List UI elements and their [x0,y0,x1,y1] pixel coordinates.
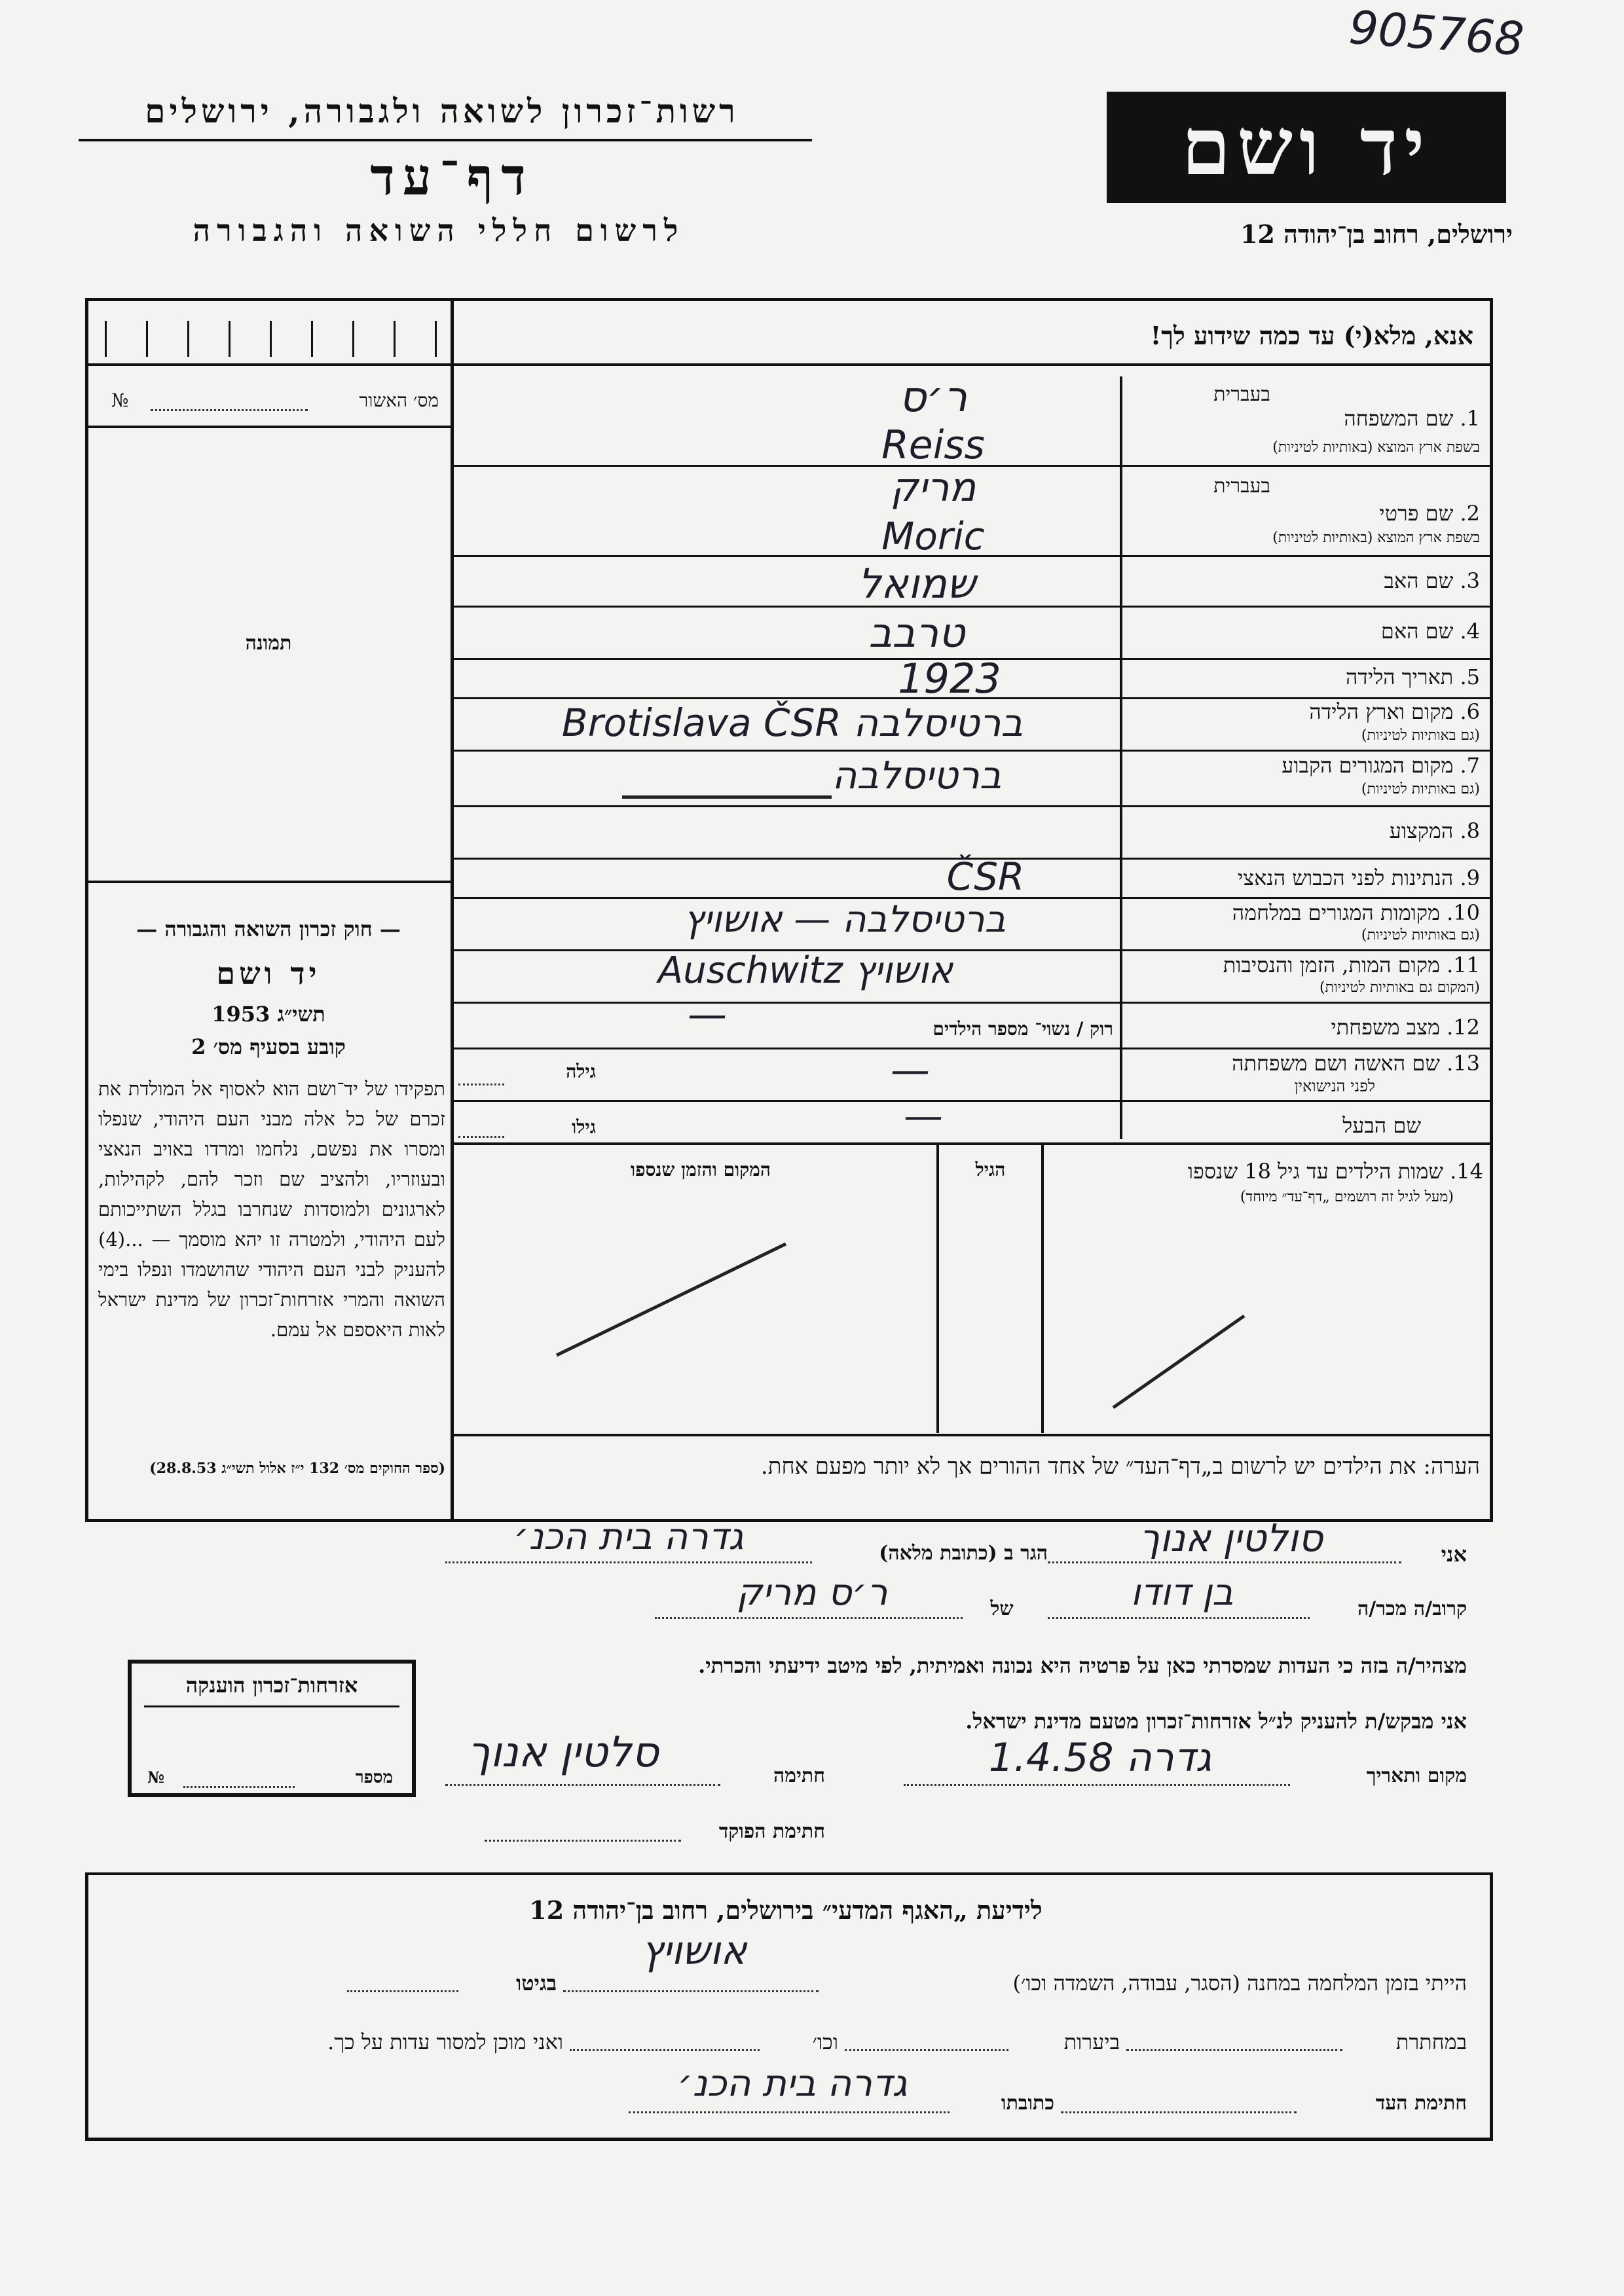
approval-no-mark: № [111,390,129,411]
of-label: של [990,1597,1014,1620]
children-sub: (מעל לגיל זה רושמים „דף־עד״ מיוחד) [1240,1189,1454,1205]
field-2-value-latin: Moric [881,514,985,558]
yad-vashem-logo: יד ושם [1107,92,1506,203]
field-1-lang: בעברית [1213,383,1270,406]
field-12-label: 12. מצב משפחתי [1331,1015,1480,1040]
children-col-place: המקום והזמן שנספו [631,1159,771,1180]
field-7-sub: (גם באותיות לטיניות) [1361,781,1480,797]
field-7-strikethrough [622,795,832,799]
witness-address-label: כתובתו [1001,2092,1054,2115]
children-label: 14. שמות הילדים עד גיל 18 שנספו [1187,1159,1483,1184]
field-2-lang: בעברית [1213,475,1270,498]
field-7-value: ברטיסלבה [832,753,1002,797]
declarant-resides: הגר ב (כתובת מלאה) [879,1542,1048,1565]
field-2-value-he: מריק [890,465,976,511]
field-7-label: 7. מקום המגורים הקבוע [1282,753,1480,778]
of-name: ר׳ס מריק [736,1571,888,1614]
field-1-value-he: ר׳ס [898,373,968,422]
declarant-address: גדרה בית הכנ׳ [513,1516,744,1558]
bottom-title: לידיעת „האגף המדעי״ בירושלים, רחוב בן־יהודה 12 [529,1895,1043,1925]
request: אני מבקש/ת להעניק לנ״ל אזרחות־זכרון מטעם מדינת ישראל. [965,1709,1467,1734]
field-13-label: 13. שם האשה ושם משפחתה [1232,1051,1480,1076]
note: הערה: את הילדים יש לרשום ב„דף־העד״ של אחד ההורים אך לא יותר מפעם אחת. [760,1453,1480,1480]
bottom-line1: הייתי בזמן המלחמה במחנה (הסגר, עבודה, השמדה וכו׳) [1012,1971,1467,1995]
citizenship-number-mark: № [147,1768,165,1787]
relation-value: בן דודו [1130,1571,1234,1614]
husband-value: — [904,1093,943,1139]
field-6-label: 6. מקום וארץ הלידה [1309,699,1480,724]
field-1-label: 1. שם המשפחה [1344,406,1480,431]
approval-label: מס׳ האשור [359,390,439,411]
field-13-value: — [891,1048,930,1093]
approval-tick-boxes [105,321,439,357]
field-13-sub: לפני הנישואין [1294,1077,1375,1095]
field-1-sub: בשפת ארץ המוצא (באותיות לטיניות) [1272,439,1480,456]
field-6-value: Brotislava ČSR ברטיסלבה [561,701,1024,745]
field-12-value: — [688,992,727,1038]
photo-label: תמונה [245,632,292,655]
witness-signature-label: חתימת העד [1375,2092,1467,2115]
forests-label: ביערות [1063,2030,1120,2054]
field-9-value: ČSR [946,854,1025,899]
etc-label: וכו׳ [812,2030,838,2054]
form-title: דף־עד [370,147,534,207]
husband-age-label: גילו [572,1116,596,1138]
field-4-label: 4. שם האם [1380,619,1480,644]
field-10-value: ברטיסלבה — אושויץ [684,898,1006,941]
signature-value: סלטין אנוך [468,1728,659,1777]
field-3-value: שמואל [858,560,976,608]
law-title: — חוק זכרון השואה והגבורה — [136,917,401,941]
address: ירושלים, רחוב בן־יהודה 12 [1240,219,1513,249]
field-8-label: 8. המקצוע [1389,818,1480,843]
children-cancel-strokes [458,1159,1493,1434]
citizenship-number-label: מספר [355,1768,393,1787]
field-3-label: 3. שם האב [1384,568,1480,593]
signature-label: חתימה [773,1764,825,1787]
declarant-ani: אני [1441,1542,1467,1567]
law-body: תפקידו של יד־ושם הוא לאסוף אל המולדת את זכרם של כל אלה מבני העם היהודי, שנפלו ומסרו את נפשם, נלחמו ומרדו באויב הנאצי ובעוזריו, ולהציב שם וזכר להם, לקהילות, לארגונים ולמוסדות שנחרבו בגלל השתייכותם לעם היהודי, ולמטרה זו יהא מוסמך — ...(4) להעניק לבני העם היהודי שהושמדו ונפלו בימי השואה והמרי אזרחות־זכרון של מדינת ישראל לאות היאספם אל עמם. [98,1078,445,1341]
field-2-sub: בשפת ארץ המוצא (באותיות לטיניות) [1272,530,1480,546]
field-9-label: 9. הנתינות לפני הכבוש הנאצי [1237,866,1480,890]
field-11-label: 11. מקום המות, הזמן והנסיבות [1223,953,1480,977]
field-13-age-label: גילה [566,1061,596,1082]
field-1-value-latin: Reiss [881,422,985,468]
place-date-value: גדרה 1.4.58 [988,1735,1212,1781]
field-11-sub: (המקום גם באותיות לטיניות) [1320,979,1480,996]
field-5-value: 1923 [898,655,1001,702]
citizenship-title: אזרחות־זכרון הוענקה [185,1673,358,1698]
place-date-label: מקום ותאריך [1366,1764,1467,1787]
law-clause: קובע בסעיף מס׳ 2 [191,1034,346,1059]
declaration: מצהיר/ה בזה כי העדות שמסרתי כאן על פרטיה היא נכונה ואמיתית, לפי מיטב ידיעתי והכרתי. [698,1653,1467,1678]
law-name: יד ושם [216,956,321,991]
archive-number: 905768 [1347,0,1526,67]
authority-line: רשות־זכרון לשואה ולגבורה, ירושלים [145,92,739,130]
intro-text: אנא, מלא(י) עד כמה שידוע לך! [1150,321,1473,350]
children-col-age: הגיל [975,1159,1006,1180]
field-2-label: 2. שם פרטי [1379,501,1480,526]
husband-label: שם הבעל [1342,1113,1421,1138]
field-6-sub: (גם באותיות לטיניות) [1361,727,1480,744]
witness-address-value: גדרה בית הכנ׳ [677,2062,908,2105]
field-4-value: טרבב [868,609,965,657]
law-source: (ספר החוקים מס׳ 132 י״ז אלול תשי״ג 28.8.53) [149,1460,445,1477]
law-year: תשי״ג 1953 [212,1002,325,1027]
bottom-camp-value: אושויץ [641,1928,747,1974]
field-12-options: רוק / נשוי־ מספר הילדים [932,1018,1113,1040]
field-11-value: Auschwitz אושויץ [657,949,953,992]
declarant-name: סולטין אנוך [1139,1516,1323,1560]
field-10-sub: (גם באותיות לטיניות) [1361,927,1480,943]
underground-label: במחתרת [1395,2030,1467,2054]
relative-label: קרוב/ה מכר/ה [1357,1597,1467,1620]
field-5-label: 5. תאריך הלידה [1346,665,1480,689]
ghetto-label: בגיטו [516,1971,557,1995]
officer-label: חתימת הפוקד [718,1820,825,1843]
testimony-offer: ואני מוכן למסור עדות על כך. [327,2030,563,2054]
field-10-label: 10. מקומות המגורים במלחמה [1232,900,1480,925]
form-subtitle: לרשום חללי השואה והגבורה [193,213,685,248]
